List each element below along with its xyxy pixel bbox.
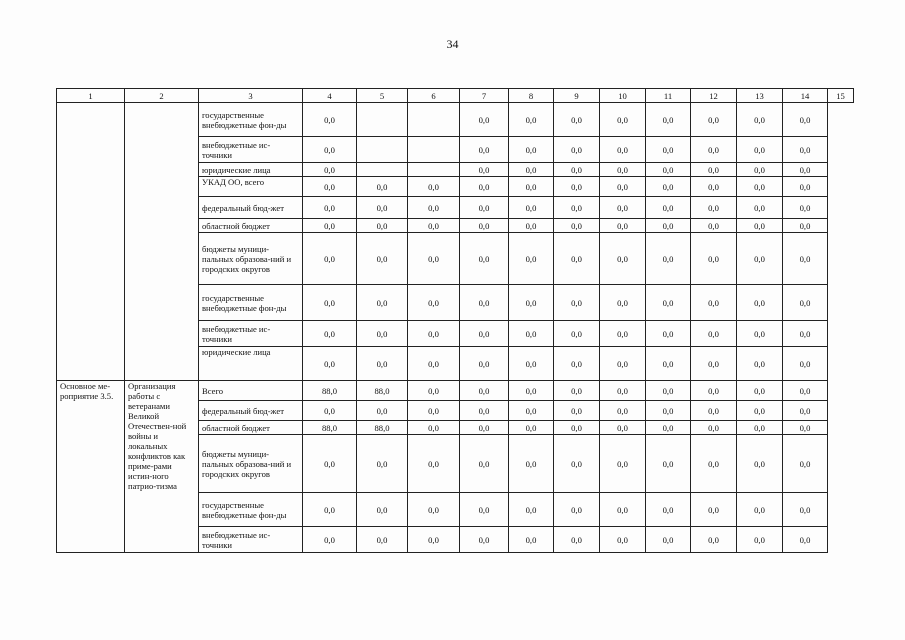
value-cell: 0,0 bbox=[691, 321, 737, 347]
column-header: 14 bbox=[783, 89, 828, 103]
value-cell: 0,0 bbox=[600, 177, 646, 197]
value-cell: 0,0 bbox=[783, 435, 828, 493]
value-cell: 0,0 bbox=[303, 285, 357, 321]
value-cell: 0,0 bbox=[691, 347, 737, 381]
value-cell: 0,0 bbox=[460, 233, 509, 285]
value-cell: 0,0 bbox=[691, 493, 737, 527]
value-cell: 0,0 bbox=[509, 103, 554, 137]
value-cell: 0,0 bbox=[554, 219, 600, 233]
value-cell: 0,0 bbox=[357, 177, 408, 197]
value-cell: 0,0 bbox=[408, 321, 460, 347]
value-cell: 0,0 bbox=[600, 435, 646, 493]
value-cell: 0,0 bbox=[408, 527, 460, 553]
value-cell: 0,0 bbox=[509, 219, 554, 233]
value-cell: 0,0 bbox=[600, 321, 646, 347]
value-cell: 0,0 bbox=[691, 103, 737, 137]
column-header: 13 bbox=[737, 89, 783, 103]
value-cell: 0,0 bbox=[691, 163, 737, 177]
value-cell: 0,0 bbox=[646, 163, 691, 177]
funding-source-label: областной бюджет bbox=[199, 421, 303, 435]
value-cell: 0,0 bbox=[509, 381, 554, 401]
page-number: 34 bbox=[446, 37, 459, 51]
value-cell: 0,0 bbox=[460, 527, 509, 553]
funding-source-label: федеральный бюд-жет bbox=[199, 401, 303, 421]
value-cell: 0,0 bbox=[600, 137, 646, 163]
funding-source-label: внебюджетные ис-точники bbox=[199, 137, 303, 163]
value-cell: 0,0 bbox=[460, 321, 509, 347]
value-cell: 0,0 bbox=[646, 527, 691, 553]
value-cell: 0,0 bbox=[408, 197, 460, 219]
value-cell: 0,0 bbox=[783, 321, 828, 347]
value-cell: 0,0 bbox=[509, 233, 554, 285]
value-cell: 0,0 bbox=[737, 285, 783, 321]
column-header: 8 bbox=[509, 89, 554, 103]
value-cell: 0,0 bbox=[783, 381, 828, 401]
funding-source-label: областной бюджет bbox=[199, 219, 303, 233]
value-cell bbox=[408, 103, 460, 137]
value-cell: 0,0 bbox=[509, 177, 554, 197]
value-cell: 0,0 bbox=[737, 435, 783, 493]
measure-cell: Основное ме-роприятие 3.5. bbox=[57, 381, 125, 553]
funding-source-label: юридические лица bbox=[199, 347, 303, 381]
value-cell: 0,0 bbox=[303, 435, 357, 493]
value-cell: 0,0 bbox=[737, 527, 783, 553]
column-header: 12 bbox=[691, 89, 737, 103]
value-cell: 0,0 bbox=[357, 527, 408, 553]
value-cell: 0,0 bbox=[646, 197, 691, 219]
column-header: 15 bbox=[828, 89, 854, 103]
value-cell: 0,0 bbox=[460, 381, 509, 401]
value-cell: 0,0 bbox=[554, 137, 600, 163]
value-cell: 0,0 bbox=[783, 285, 828, 321]
value-cell: 0,0 bbox=[554, 401, 600, 421]
value-cell: 0,0 bbox=[691, 401, 737, 421]
value-cell: 0,0 bbox=[691, 381, 737, 401]
value-cell: 0,0 bbox=[357, 321, 408, 347]
value-cell: 0,0 bbox=[460, 285, 509, 321]
value-cell: 0,0 bbox=[408, 435, 460, 493]
value-cell: 0,0 bbox=[460, 421, 509, 435]
column-header: 2 bbox=[125, 89, 199, 103]
value-cell: 0,0 bbox=[554, 435, 600, 493]
value-cell: 0,0 bbox=[554, 421, 600, 435]
value-cell: 0,0 bbox=[783, 163, 828, 177]
header-row bbox=[57, 89, 854, 103]
funding-source-label: государственные внебюджетные фон-ды bbox=[199, 285, 303, 321]
value-cell: 0,0 bbox=[554, 493, 600, 527]
value-cell: 0,0 bbox=[460, 137, 509, 163]
value-cell: 88,0 bbox=[303, 381, 357, 401]
value-cell: 0,0 bbox=[600, 401, 646, 421]
value-cell: 0,0 bbox=[737, 347, 783, 381]
value-cell: 0,0 bbox=[737, 219, 783, 233]
column-header: 6 bbox=[408, 89, 460, 103]
value-cell: 0,0 bbox=[600, 219, 646, 233]
value-cell: 0,0 bbox=[357, 233, 408, 285]
value-cell: 0,0 bbox=[783, 421, 828, 435]
funding-source-label: бюджеты муници-пальных образова-ний и городских округов bbox=[199, 435, 303, 493]
funding-source-label: юридические лица bbox=[199, 163, 303, 177]
value-cell: 0,0 bbox=[691, 177, 737, 197]
value-cell: 0,0 bbox=[408, 381, 460, 401]
value-cell: 0,0 bbox=[600, 233, 646, 285]
column-header: 5 bbox=[357, 89, 408, 103]
value-cell: 0,0 bbox=[303, 321, 357, 347]
value-cell: 0,0 bbox=[554, 197, 600, 219]
value-cell: 0,0 bbox=[408, 347, 460, 381]
value-cell: 0,0 bbox=[408, 401, 460, 421]
value-cell: 0,0 bbox=[646, 137, 691, 163]
value-cell: 0,0 bbox=[460, 219, 509, 233]
funding-source-label: Всего bbox=[199, 381, 303, 401]
value-cell: 0,0 bbox=[554, 321, 600, 347]
description-cell bbox=[125, 103, 199, 381]
value-cell: 0,0 bbox=[737, 177, 783, 197]
value-cell: 0,0 bbox=[509, 527, 554, 553]
value-cell: 0,0 bbox=[357, 347, 408, 381]
value-cell: 0,0 bbox=[509, 401, 554, 421]
funding-source-label: УКАД ОО, всего bbox=[199, 177, 303, 197]
value-cell: 0,0 bbox=[408, 219, 460, 233]
column-header: 3 bbox=[199, 89, 303, 103]
value-cell: 0,0 bbox=[691, 137, 737, 163]
value-cell: 0,0 bbox=[691, 285, 737, 321]
value-cell: 0,0 bbox=[554, 347, 600, 381]
funding-source-label: государственные внебюджетные фон-ды bbox=[199, 103, 303, 137]
value-cell: 0,0 bbox=[357, 219, 408, 233]
value-cell: 0,0 bbox=[646, 177, 691, 197]
value-cell: 0,0 bbox=[509, 285, 554, 321]
value-cell: 0,0 bbox=[357, 401, 408, 421]
value-cell: 0,0 bbox=[460, 103, 509, 137]
table-row bbox=[57, 103, 854, 137]
column-header: 7 bbox=[460, 89, 509, 103]
value-cell: 0,0 bbox=[357, 435, 408, 493]
value-cell: 0,0 bbox=[408, 285, 460, 321]
value-cell: 0,0 bbox=[646, 493, 691, 527]
value-cell: 0,0 bbox=[783, 137, 828, 163]
value-cell: 0,0 bbox=[303, 197, 357, 219]
value-cell: 0,0 bbox=[783, 197, 828, 219]
value-cell: 0,0 bbox=[509, 493, 554, 527]
value-cell: 0,0 bbox=[691, 219, 737, 233]
value-cell: 0,0 bbox=[303, 163, 357, 177]
value-cell: 0,0 bbox=[691, 527, 737, 553]
value-cell bbox=[357, 163, 408, 177]
value-cell: 0,0 bbox=[737, 163, 783, 177]
value-cell: 0,0 bbox=[554, 103, 600, 137]
value-cell: 0,0 bbox=[737, 493, 783, 527]
value-cell: 0,0 bbox=[600, 103, 646, 137]
value-cell: 0,0 bbox=[554, 285, 600, 321]
funding-source-label: внебюджетные ис-точники bbox=[199, 321, 303, 347]
value-cell: 88,0 bbox=[357, 381, 408, 401]
value-cell: 0,0 bbox=[408, 233, 460, 285]
value-cell: 0,0 bbox=[460, 347, 509, 381]
value-cell: 0,0 bbox=[509, 197, 554, 219]
column-header: 9 bbox=[554, 89, 600, 103]
value-cell: 0,0 bbox=[646, 401, 691, 421]
value-cell: 0,0 bbox=[554, 381, 600, 401]
value-cell: 0,0 bbox=[737, 321, 783, 347]
value-cell: 0,0 bbox=[408, 493, 460, 527]
value-cell: 0,0 bbox=[646, 233, 691, 285]
value-cell: 0,0 bbox=[737, 137, 783, 163]
measure-cell bbox=[57, 103, 125, 381]
value-cell: 0,0 bbox=[460, 163, 509, 177]
value-cell: 0,0 bbox=[303, 177, 357, 197]
column-header: 4 bbox=[303, 89, 357, 103]
value-cell: 0,0 bbox=[303, 103, 357, 137]
value-cell: 0,0 bbox=[357, 493, 408, 527]
value-cell: 0,0 bbox=[554, 177, 600, 197]
funding-source-label: федеральный бюд-жет bbox=[199, 197, 303, 219]
value-cell: 0,0 bbox=[646, 219, 691, 233]
description-cell: Организация работы с ветеранами Великой Отечествен-ной войны и локальных конфликтов как приме-рами истин-ного патрио-тизма bbox=[125, 381, 199, 553]
value-cell: 0,0 bbox=[303, 233, 357, 285]
value-cell: 0,0 bbox=[737, 103, 783, 137]
value-cell: 0,0 bbox=[460, 197, 509, 219]
value-cell: 0,0 bbox=[600, 527, 646, 553]
value-cell: 0,0 bbox=[303, 493, 357, 527]
value-cell: 0,0 bbox=[509, 137, 554, 163]
value-cell: 0,0 bbox=[646, 421, 691, 435]
value-cell: 0,0 bbox=[646, 103, 691, 137]
value-cell: 0,0 bbox=[691, 197, 737, 219]
value-cell: 0,0 bbox=[646, 285, 691, 321]
table-row bbox=[57, 381, 854, 401]
column-header: 10 bbox=[600, 89, 646, 103]
value-cell bbox=[357, 137, 408, 163]
value-cell: 0,0 bbox=[460, 435, 509, 493]
value-cell: 0,0 bbox=[303, 219, 357, 233]
value-cell: 0,0 bbox=[600, 163, 646, 177]
value-cell: 0,0 bbox=[303, 527, 357, 553]
value-cell: 0,0 bbox=[646, 381, 691, 401]
value-cell: 0,0 bbox=[408, 421, 460, 435]
value-cell: 0,0 bbox=[783, 347, 828, 381]
value-cell: 0,0 bbox=[783, 493, 828, 527]
value-cell: 0,0 bbox=[460, 177, 509, 197]
value-cell: 0,0 bbox=[509, 163, 554, 177]
value-cell: 0,0 bbox=[783, 527, 828, 553]
value-cell: 0,0 bbox=[737, 401, 783, 421]
value-cell: 88,0 bbox=[357, 421, 408, 435]
value-cell bbox=[357, 103, 408, 137]
value-cell: 0,0 bbox=[554, 233, 600, 285]
column-header: 11 bbox=[646, 89, 691, 103]
funding-source-label: внебюджетные ис-точники bbox=[199, 527, 303, 553]
value-cell: 0,0 bbox=[783, 219, 828, 233]
value-cell: 0,0 bbox=[460, 493, 509, 527]
value-cell: 0,0 bbox=[509, 435, 554, 493]
column-header: 1 bbox=[57, 89, 125, 103]
value-cell: 0,0 bbox=[737, 233, 783, 285]
value-cell: 0,0 bbox=[600, 381, 646, 401]
value-cell: 0,0 bbox=[554, 163, 600, 177]
table-body bbox=[57, 103, 854, 553]
value-cell: 0,0 bbox=[783, 401, 828, 421]
value-cell: 0,0 bbox=[600, 421, 646, 435]
value-cell: 0,0 bbox=[737, 421, 783, 435]
funding-source-label: бюджеты муници-пальных образова-ний и городских округов bbox=[199, 233, 303, 285]
value-cell: 0,0 bbox=[737, 197, 783, 219]
value-cell: 0,0 bbox=[600, 197, 646, 219]
value-cell: 0,0 bbox=[783, 233, 828, 285]
value-cell: 0,0 bbox=[408, 177, 460, 197]
funding-source-label: государственные внебюджетные фон-ды bbox=[199, 493, 303, 527]
value-cell: 0,0 bbox=[460, 401, 509, 421]
value-cell: 0,0 bbox=[509, 421, 554, 435]
value-cell: 0,0 bbox=[691, 421, 737, 435]
value-cell bbox=[408, 163, 460, 177]
value-cell: 0,0 bbox=[691, 233, 737, 285]
value-cell: 0,0 bbox=[600, 347, 646, 381]
value-cell: 0,0 bbox=[783, 103, 828, 137]
value-cell: 0,0 bbox=[691, 435, 737, 493]
value-cell: 0,0 bbox=[509, 321, 554, 347]
value-cell bbox=[408, 137, 460, 163]
value-cell: 0,0 bbox=[646, 435, 691, 493]
value-cell: 0,0 bbox=[357, 197, 408, 219]
value-cell: 88,0 bbox=[303, 421, 357, 435]
value-cell: 0,0 bbox=[783, 177, 828, 197]
value-cell: 0,0 bbox=[737, 381, 783, 401]
value-cell: 0,0 bbox=[509, 347, 554, 381]
value-cell: 0,0 bbox=[646, 321, 691, 347]
value-cell: 0,0 bbox=[554, 527, 600, 553]
value-cell: 0,0 bbox=[303, 347, 357, 381]
value-cell: 0,0 bbox=[303, 401, 357, 421]
value-cell: 0,0 bbox=[357, 285, 408, 321]
budget-table bbox=[56, 88, 854, 553]
value-cell: 0,0 bbox=[600, 285, 646, 321]
value-cell: 0,0 bbox=[600, 493, 646, 527]
value-cell: 0,0 bbox=[646, 347, 691, 381]
value-cell: 0,0 bbox=[303, 137, 357, 163]
